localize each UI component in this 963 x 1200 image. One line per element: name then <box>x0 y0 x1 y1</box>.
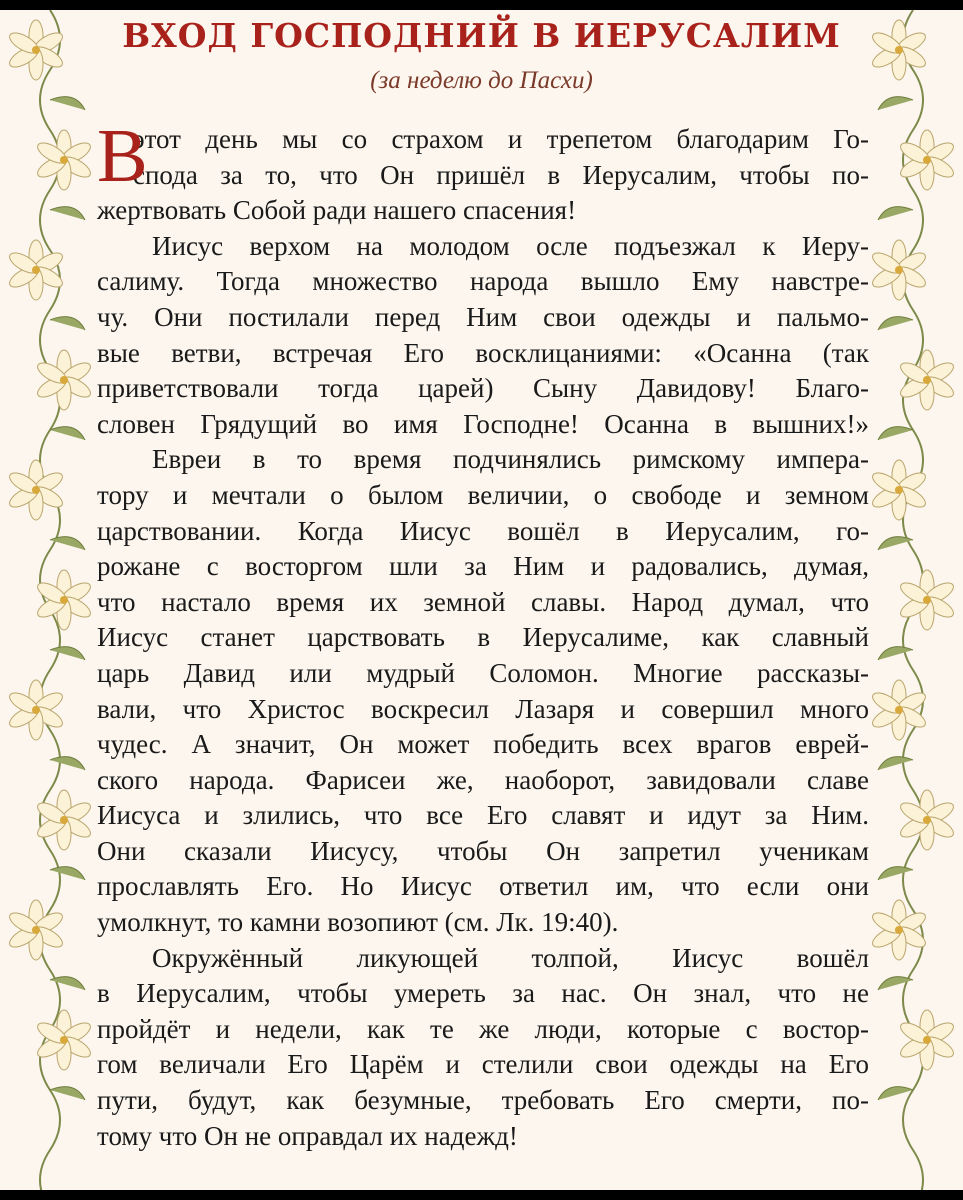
lily-flower-icon <box>7 460 66 520</box>
lily-flower-icon <box>898 790 957 850</box>
text-line: Иисуса и злились, что все Его славят и идут за Ним. <box>97 800 869 831</box>
text-line: рожане с восторгом шли за Ним и радовались, думая, <box>97 551 869 582</box>
article-body <box>97 114 869 1154</box>
lily-flower-icon <box>7 900 66 960</box>
text-line: Иисус верхом на молодом осле подъезжал к Иеру- <box>152 230 869 261</box>
text-line: тору и мечтали о былом величии, о свободе и земном <box>97 479 869 510</box>
lily-flower-icon <box>7 680 66 740</box>
text-line: что настало время их земной славы. Народ думал, что <box>97 586 869 617</box>
floral-border-left-icon <box>0 10 100 1190</box>
text-line: Окружённый ликующей толпой, Иисус вошёл <box>152 942 869 973</box>
text-line: ского народа. Фарисеи же, наоборот, завидовали славе <box>97 764 869 795</box>
lily-flower-icon <box>7 240 66 300</box>
text-line: чудес. А значит, Он может победить всех врагов еврей- <box>97 729 869 760</box>
lily-flower-icon <box>35 130 94 190</box>
document-page <box>0 10 963 1190</box>
text-line: в Иерусалим, чтобы умереть за нас. Он знал, что не <box>97 978 869 1009</box>
lily-flower-icon <box>35 790 94 850</box>
text-lines <box>97 122 869 1154</box>
text-line: умолкнут, то камни возопиют (см. Лк. 19:40). <box>97 907 619 938</box>
text-line: прославлять Его. Но Иисус ответил им, что если они <box>97 871 869 902</box>
page-subtitle: (за неделю до Пасхи) <box>370 67 593 94</box>
text-line: Евреи в то время подчинялись римскому импера- <box>152 444 869 475</box>
text-line: этот день мы со страхом и трепетом благодарим Го- <box>133 124 869 154</box>
text-line: пути, будут, как безумные, требовать Его смерти, по- <box>97 1085 869 1116</box>
floral-border-right-icon <box>863 10 963 1190</box>
text-line: словен Грядущий во имя Господне! Осанна в вышних!» <box>97 408 869 439</box>
lily-flower-icon <box>870 680 929 740</box>
text-line: салиму. Тогда множество народа вышло Ему навстре- <box>97 266 869 297</box>
text-line: жертвовать Собой ради нашего спасения! <box>97 195 577 226</box>
lily-flower-icon <box>870 900 929 960</box>
text-line: царствовании. Когда Иисус вошёл в Иерусалим, го- <box>97 515 869 546</box>
text-line: вые ветви, встречая Его восклицаниями: «Осанна (так <box>97 337 869 368</box>
page-title: ВХОД ГОСПОДНИЙ В ИЕРУСАЛИМ <box>122 16 841 55</box>
lily-flower-icon <box>870 240 929 300</box>
text-line: приветствовали тогда царей) Сыну Давидову! Благо- <box>97 373 869 404</box>
text-line: Они сказали Иисусу, чтобы Он запретил ученикам <box>97 835 869 866</box>
text-line: гом величали Его Царём и стелили свои одежды на Его <box>97 1049 869 1080</box>
text-line: чу. Они постилали перед Ним свои одежды и пальмо- <box>97 301 869 332</box>
text-line: Иисус станет царствовать в Иерусалиме, как славный <box>97 622 869 653</box>
text-line: пройдёт и недели, как те же люди, которые с востор- <box>97 1013 869 1044</box>
text-line: царь Давид или мудрый Соломон. Многие рассказы- <box>97 657 869 688</box>
text-line: спода за то, что Он пришёл в Иерусалим, чтобы по- <box>133 159 869 190</box>
drop-cap: В <box>97 114 148 198</box>
text-line: тому что Он не оправдал их надежд! <box>97 1120 518 1151</box>
lily-flower-icon <box>870 460 929 520</box>
text-line: вали, что Христос воскресил Лазаря и совершил много <box>97 693 869 724</box>
lily-flower-icon <box>898 130 957 190</box>
